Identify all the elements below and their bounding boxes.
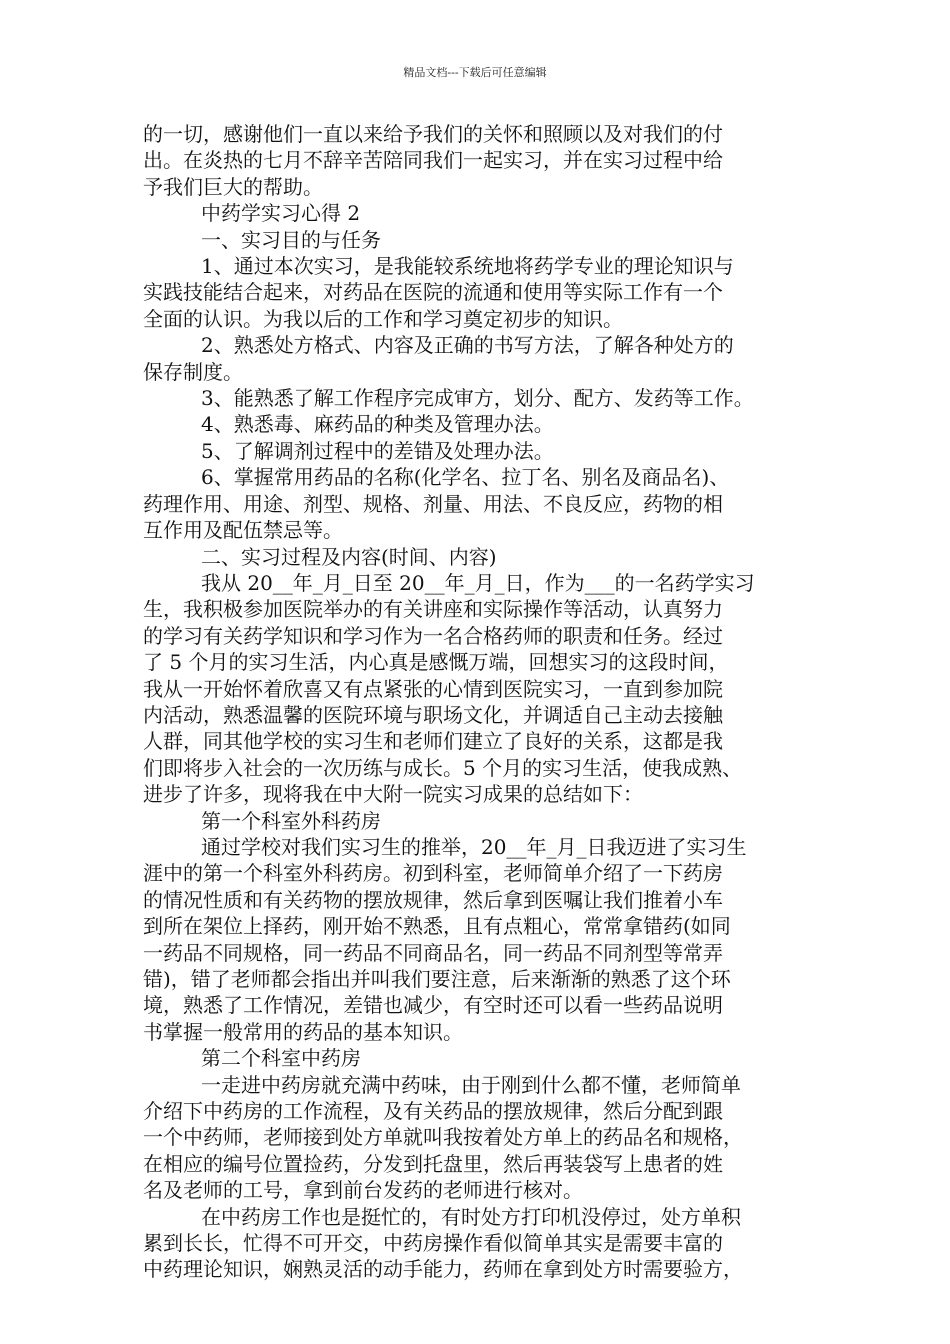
text-line: 错)，错了老师都会指出并叫我们要注意，后来渐渐的熟悉了这个环 bbox=[143, 967, 731, 991]
text-line: 予我们巨大的帮助。 bbox=[143, 174, 323, 199]
text-line: 生，我积极参加医院举办的有关讲座和实际操作等活动，认真努力 bbox=[143, 597, 723, 622]
text-line: 人群，同其他学校的实习生和老师们建立了良好的关系，这都是我 bbox=[143, 729, 723, 754]
text-line: 中药理论知识，娴熟灵活的动手能力，药师在拿到处方时需要验方， bbox=[143, 1257, 743, 1282]
text-line: 互作用及配伍禁忌等。 bbox=[143, 518, 343, 543]
text-line: 药理作用、用途、剂型、规格、剂量、用法、不良反应，药物的相 bbox=[143, 491, 723, 516]
text-line: 们即将步入社会的一次历练与成长。5 个月的实习生活，使我成熟、 bbox=[143, 755, 743, 780]
text-line: 一走进中药房就充满中药味，由于刚到什么都不懂，老师简单 bbox=[201, 1072, 741, 1097]
text-line: 全面的认识。为我以后的工作和学习奠定初步的知识。 bbox=[143, 306, 623, 331]
text-line: 我从 20__年_月_日至 20__年_月_日，作为___的一名药学实习 bbox=[201, 570, 755, 595]
text-line: 在中药房工作也是挺忙的，有时处方打印机没停过，处方单积 bbox=[201, 1204, 741, 1229]
text-line: 涯中的第一个科室外科药房。初到科室，老师简单介绍了一下药房 bbox=[143, 861, 723, 886]
text-line: 境，熟悉了工作情况，差错也减少，有空时还可以看一些药品说明 bbox=[143, 993, 723, 1018]
text-line: 进步了许多，现将我在中大附一院实习成果的总结如下： bbox=[143, 782, 643, 807]
text-line: 第一个科室外科药房 bbox=[201, 808, 381, 833]
text-line: 二、实习过程及内容(时间、内容) bbox=[201, 544, 497, 569]
text-line: 1、通过本次实习，是我能较系统地将药学专业的理论知识与 bbox=[201, 254, 734, 279]
text-line: 书掌握一般常用的药品的基本知识。 bbox=[143, 1019, 463, 1044]
page-header: 精品文档---下载后可任意编辑 bbox=[403, 66, 547, 79]
text-line: 第二个科室中药房 bbox=[201, 1046, 361, 1071]
text-line: 实践技能结合起来，对药品在医院的流通和使用等实际工作有一个 bbox=[143, 280, 723, 305]
text-line: 名及老师的工号，拿到前台发药的老师进行核对。 bbox=[143, 1178, 583, 1203]
text-line: 的学习有关药学知识和学习作为一名合格药师的职责和任务。经过 bbox=[143, 623, 723, 648]
text-line: 4、熟悉毒、麻药品的种类及管理办法。 bbox=[201, 412, 554, 437]
text-line: 5、了解调剂过程中的差错及处理办法。 bbox=[201, 438, 554, 463]
text-line: 累到长长，忙得不可开交，中药房操作看似简单其实是需要丰富的 bbox=[143, 1231, 723, 1256]
text-line: 我从一开始怀着欣喜又有点紧张的心情到医院实习，一直到参加院 bbox=[143, 676, 723, 701]
text-line: 3、能熟悉了解工作程序完成审方，划分、配方、发药等工作。 bbox=[201, 386, 754, 411]
document-body bbox=[143, 121, 833, 1283]
text-line: 了 5 个月的实习生活，内心真是感慨万端，回想实习的这段时间， bbox=[143, 650, 729, 675]
text-line: 介绍下中药房的工作流程，及有关药品的摆放规律，然后分配到跟 bbox=[143, 1099, 723, 1124]
text-line: 出。在炎热的七月不辞辛苦陪同我们一起实习，并在实习过程中给 bbox=[143, 148, 723, 173]
text-line: 保存制度。 bbox=[143, 359, 243, 384]
text-line: 的情况性质和有关药物的摆放规律，然后拿到医嘱让我们推着小车 bbox=[143, 887, 723, 912]
text-line: 一、实习目的与任务 bbox=[201, 227, 381, 252]
text-line: 到所在架位上择药，刚开始不熟悉，且有点粗心，常常拿错药(如同 bbox=[143, 914, 731, 939]
text-line: 内活动，熟悉温馨的医院环境与职场文化，并调适自己主动去接触 bbox=[143, 702, 723, 727]
text-line: 的一切，感谢他们一直以来给予我们的关怀和照顾以及对我们的付 bbox=[143, 122, 723, 146]
text-line: 一药品不同规格，同一药品不同商品名，同一药品不同剂型等常弄 bbox=[143, 940, 723, 965]
text-line: 中药学实习心得 2 bbox=[201, 201, 361, 226]
text-line: 在相应的编号位置捡药，分发到托盘里，然后再装袋写上患者的姓 bbox=[143, 1151, 723, 1176]
text-line: 2、熟悉处方格式、内容及正确的书写方法，了解各种处方的 bbox=[201, 333, 734, 358]
text-line: 通过学校对我们实习生的推举，20__年_月_日我迈进了实习生 bbox=[201, 834, 747, 859]
text-line: 6、掌握常用药品的名称(化学名、拉丁名、别名及商品名)、 bbox=[201, 465, 730, 490]
text-line: 一个中药师，老师接到处方单就叫我按着处方单上的药品名和规格， bbox=[143, 1125, 743, 1150]
